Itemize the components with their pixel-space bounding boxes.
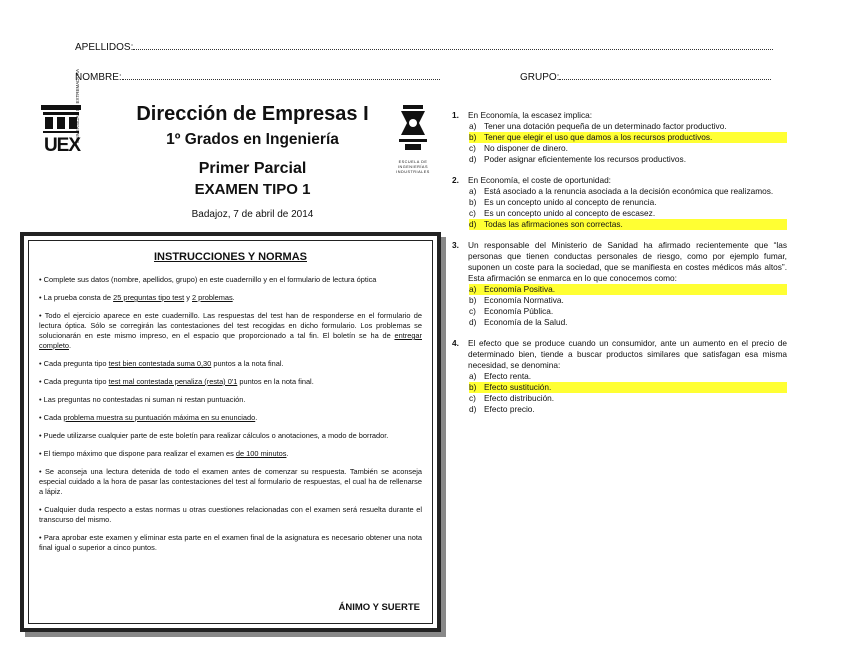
option-letter: d) <box>469 154 477 164</box>
instructions-list <box>39 275 422 553</box>
school-logo-text: ESCUELA DE INGENIERÍAS INDUSTRIALES <box>396 160 430 174</box>
question-stem <box>452 240 787 284</box>
question-3 <box>452 240 787 328</box>
exam-part-title: Primer Parcial <box>198 160 307 177</box>
instruction-text: puntos en la nota final. <box>237 377 314 386</box>
instruction-item <box>39 467 422 497</box>
uex-letters: UEX <box>43 135 81 156</box>
instruction-item <box>39 413 422 423</box>
grupo-line <box>520 70 771 83</box>
question-text: Un responsable del Ministerio de Sanidad ha afirmado recientemente que “las personas que tienen conductas personales de riesgo, como por ejemplo fumar, suponen un coste para la sociedad, que se manifiesta en costes médicos más altos”. Esta afirmación se enmarca en lo que conocemos como: <box>468 240 787 283</box>
school-logo <box>393 103 433 181</box>
question-2 <box>452 175 787 230</box>
degree-title: 1º Grados en Ingeniería <box>166 131 339 148</box>
closing-text: ÁNIMO Y SUERTE <box>338 602 420 613</box>
answer-option <box>469 143 787 154</box>
instruction-text: . <box>69 341 72 350</box>
nombre-field[interactable] <box>122 70 440 80</box>
option-text: Tener que elegir el uso que damos a los recursos productivos. <box>484 132 713 142</box>
instruction-emphasis: test mal contestada penaliza (resta) 0'1 <box>108 377 238 386</box>
option-text: No disponer de dinero. <box>484 143 568 153</box>
instruction-text: . <box>232 293 235 302</box>
instructions-title: INSTRUCCIONES Y NORMAS <box>153 251 307 263</box>
option-letter: b) <box>469 295 477 305</box>
answer-option <box>469 306 787 317</box>
question-4 <box>452 338 787 415</box>
answer-option <box>469 197 787 208</box>
instruction-text: • Para aprobar este examen y eliminar esta parte en el examen final de la asignatura es necesario obtener una nota final igual o superior a cinco puntos. <box>39 533 422 552</box>
option-letter: b) <box>469 132 477 142</box>
instructions-box <box>20 232 441 632</box>
instruction-text: • Se aconseja una lectura detenida de todo el examen antes de comenzar su respuesta. También se aconseja especial cuidado a la hora de pasar las contestaciones del test al formulario de respuestas, el cual ha de rellenarse a lápiz. <box>39 467 422 496</box>
question-number: 3. <box>452 240 459 250</box>
instruction-item <box>39 293 422 303</box>
instruction-emphasis: problema muestra su puntuación máxima en su enunciado <box>63 413 256 422</box>
answer-option-correct <box>469 219 787 230</box>
question-stem <box>452 110 787 121</box>
option-letter: c) <box>469 208 476 218</box>
option-text: Economía Positiva. <box>484 284 556 294</box>
answer-option <box>469 317 787 328</box>
question-number: 4. <box>452 338 459 348</box>
option-letter: b) <box>469 197 477 207</box>
option-letter: c) <box>469 393 476 403</box>
instruction-emphasis: test bien contestada suma 0,30 <box>108 359 212 368</box>
question-stem <box>452 175 787 186</box>
option-letter: d) <box>469 317 477 327</box>
instruction-item <box>39 449 422 459</box>
grupo-label: GRUPO: <box>520 72 560 83</box>
answer-option-correct <box>469 382 787 393</box>
instruction-text: • Cada pregunta tipo <box>39 377 109 386</box>
instruction-text: • La prueba consta de <box>39 293 114 302</box>
option-text: Poder asignar eficientemente los recursos productivos. <box>484 154 686 164</box>
answer-option-correct <box>469 284 787 295</box>
instruction-text: • Las preguntas no contestadas ni suman ni restan puntuación. <box>39 395 246 404</box>
instruction-emphasis: 25 preguntas tipo test <box>113 293 185 302</box>
question-text: En Economía, la escasez implica: <box>468 110 593 120</box>
option-text: Efecto sustitución. <box>484 382 552 392</box>
question-stem <box>452 338 787 371</box>
instruction-text: . <box>286 449 289 458</box>
exam-type-title: EXAMEN TIPO 1 <box>194 181 311 198</box>
question-text: En Economía, el coste de oportunidad: <box>468 175 611 185</box>
uex-side-text: UNIVERSIDAD DE EXTREMADURA <box>75 68 80 143</box>
instruction-text: • Cada <box>39 413 64 422</box>
option-letter: d) <box>469 404 477 414</box>
instruction-item <box>39 359 422 369</box>
answer-option <box>469 371 787 382</box>
question-number: 2. <box>452 175 459 185</box>
instruction-emphasis: entregar completo <box>39 331 422 350</box>
question-number: 1. <box>452 110 459 120</box>
option-text: Está asociado a la renuncia asociada a la decisión económica que realizamos. <box>484 186 774 196</box>
option-text: Tener una dotación pequeña de un determinado factor productivo. <box>484 121 727 131</box>
instruction-text: • Puede utilizarse cualquier parte de este boletín para realizar cálculos o anotaciones, a modo de borrador. <box>39 431 389 440</box>
question-1 <box>452 110 787 165</box>
instruction-item <box>39 311 422 351</box>
question-text: El efecto que se produce cuando un consumidor, ante un aumento en el precio de determinado bien, tiende a buscar productos similares que satisfagan esa misma necesidad, se denomina: <box>468 338 787 370</box>
instruction-text: • Todo el ejercicio aparece en este cuadernillo. Las respuestas del test han de responderse en el formulario de lectura óptica. Sólo se corregirán las contestaciones del test recogidas en dicho formulario. Los problemas se solucionarán en este mismo impreso, en el espacio que proporcionado a tal fin. El boletín se ha de <box>39 311 422 340</box>
instruction-item <box>39 275 422 285</box>
answer-option <box>469 393 787 404</box>
instruction-emphasis: 2 problemas <box>192 293 233 302</box>
answer-option <box>469 208 787 219</box>
grupo-field[interactable] <box>559 70 771 80</box>
instruction-item <box>39 431 422 441</box>
option-text: Economía Pública. <box>484 306 554 316</box>
instruction-item <box>39 395 422 405</box>
option-letter: d) <box>469 219 477 229</box>
option-text: Efecto renta. <box>484 371 532 381</box>
option-text: Efecto precio. <box>484 404 535 414</box>
option-letter: c) <box>469 306 476 316</box>
instruction-item <box>39 505 422 525</box>
nombre-line <box>75 70 440 83</box>
instruction-text: • Cada pregunta tipo <box>39 359 109 368</box>
instruction-text: . <box>255 413 258 422</box>
option-text: Efecto distribución. <box>484 393 555 403</box>
instruction-text: puntos a la nota final. <box>211 359 284 368</box>
option-text: Es un concepto unido al concepto de renuncia. <box>484 197 657 207</box>
apellidos-label: APELLIDOS: <box>75 42 134 53</box>
option-text: Todas las afirmaciones son correctas. <box>484 219 623 229</box>
nombre-label: NOMBRE: <box>75 72 122 83</box>
instruction-text: • Complete sus datos (nombre, apellidos, grupo) en este cuadernillo y en el formulario de lectura óptica <box>39 275 377 284</box>
answer-option-correct <box>469 132 787 143</box>
option-letter: a) <box>469 186 477 196</box>
instruction-text: • El tiempo máximo que dispone para realizar el examen es <box>39 449 236 458</box>
answer-option <box>469 186 787 197</box>
questions-list <box>452 110 787 425</box>
option-letter: a) <box>469 371 477 381</box>
course-title: Dirección de Empresas I <box>136 103 369 125</box>
exam-date: Badajoz, 7 de abril de 2014 <box>191 209 314 220</box>
instruction-item <box>39 533 422 553</box>
option-letter: b) <box>469 382 477 392</box>
answer-option <box>469 121 787 132</box>
apellidos-line <box>75 40 773 53</box>
answer-option <box>469 404 787 415</box>
option-letter: c) <box>469 143 476 153</box>
option-text: Es un concepto unido al concepto de escasez. <box>484 208 656 218</box>
option-letter: a) <box>469 284 477 294</box>
instruction-item <box>39 377 422 387</box>
option-text: Economía Normativa. <box>484 295 564 305</box>
apellidos-field[interactable] <box>133 40 773 50</box>
instruction-emphasis: de 100 minutos <box>235 449 287 458</box>
answer-option <box>469 154 787 165</box>
option-letter: a) <box>469 121 477 131</box>
option-text: Economía de la Salud. <box>484 317 568 327</box>
answer-option <box>469 295 787 306</box>
instruction-text: y <box>184 293 192 302</box>
instruction-text: • Cualquier duda respecto a estas normas u otras cuestiones relacionadas con el examen será resuelta durante el transcurso del mismo. <box>39 505 422 524</box>
